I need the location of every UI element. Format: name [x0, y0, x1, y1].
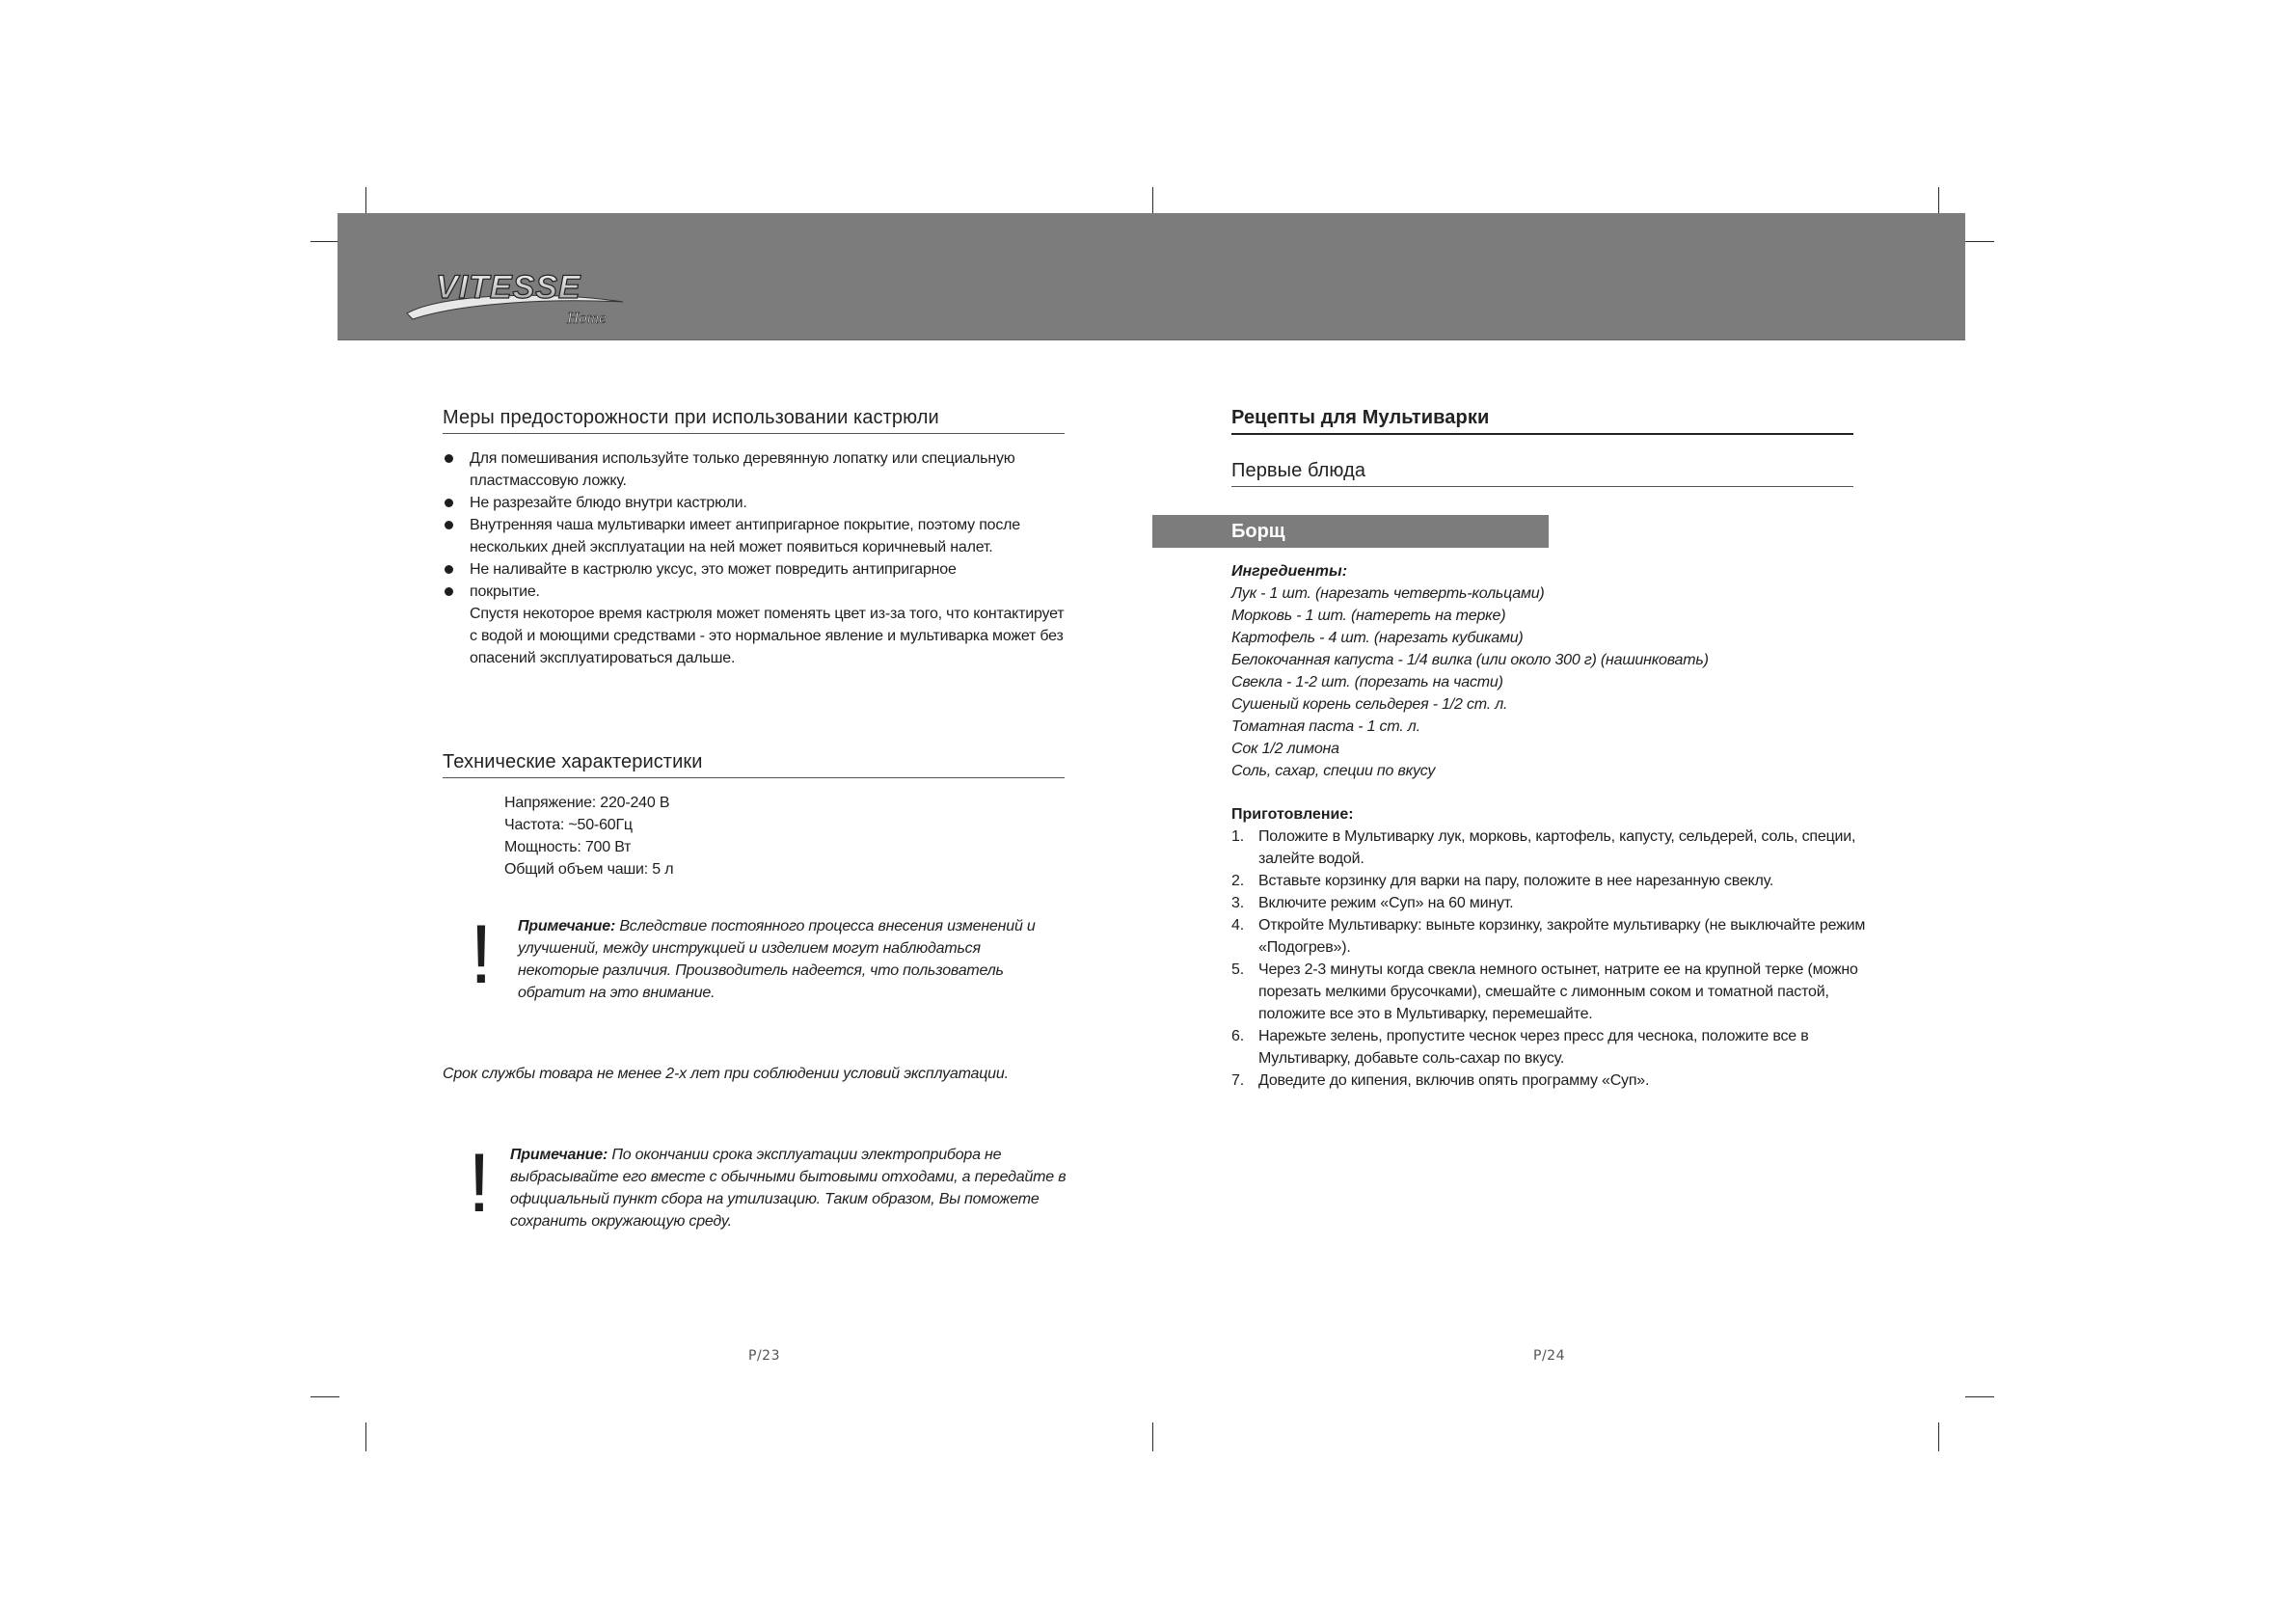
- precautions-heading: Меры предосторожности при использовании кастрюли: [443, 405, 1065, 434]
- exclamation-icon: !: [468, 1137, 491, 1230]
- bullet-icon: [445, 454, 453, 463]
- list-item: Свекла - 1-2 шт. (порезать на части): [1231, 674, 1503, 690]
- list-item: 4. Откройте Мультиварку: выньте корзинку, закройте мультиварку (не выключайте режим «Подогрев»).: [1231, 917, 1866, 956]
- bullet-icon: [445, 521, 453, 529]
- specs-list: [504, 792, 1065, 880]
- exclamation-icon: !: [470, 908, 493, 1001]
- list-item: 2. Вставьте корзинку для варки на пару, положите в нее нарезанную свеклу.: [1231, 873, 1774, 889]
- crop-mark: [1965, 241, 1994, 242]
- service-life: Срок службы товара не менее 2-х лет при соблюдении условий эксплуатации.: [443, 1066, 1009, 1082]
- spec-frequency: Частота: ~50-60Гц: [504, 817, 633, 833]
- page-number-left: P/23: [748, 1348, 780, 1364]
- note-label: Примечание:: [518, 918, 616, 934]
- list-item: Белокочанная капуста - 1/4 вилка (или около 300 г) (нашинковать): [1231, 652, 1709, 668]
- svg-text:Home: Home: [567, 309, 607, 327]
- spec-voltage: Напряжение: 220-240 В: [504, 795, 670, 811]
- recipe-body: [1231, 560, 1868, 1092]
- list-item: 7. Доведите до кипения, включив опять программу «Суп».: [1231, 1072, 1650, 1089]
- left-page: [443, 405, 1065, 1232]
- note-disposal: [443, 1137, 1069, 1232]
- crop-mark: [1152, 1422, 1153, 1451]
- note-text: По окончании срока эксплуатации электроприбора не выбрасывайте его вместе с обычными бытовыми отходами, а передайте в официальный пункт сбора на утилизацию. Таким образом, Вы поможете сохранить окружающую среду.: [510, 1147, 1067, 1230]
- list-item: Для помешивания используйте только деревянную лопатку или специальную пластмассовую ложку.: [443, 447, 1065, 492]
- list-item: Томатная паста - 1 ст. л.: [1231, 718, 1420, 735]
- list-item: 5. Через 2-3 минуты когда свекла немного остынет, натрите ее на крупной терке (можно порезать мелкими брусочками), смешайте с лимонным соком и томатной пастой, положите все это в Мультиварку, перемешайте.: [1231, 961, 1858, 1022]
- header-band: [338, 213, 1965, 340]
- recipes-heading: Рецепты для Мультиварки: [1231, 405, 1853, 435]
- list-item: Лук - 1 шт. (нарезать четверть-кольцами): [1231, 585, 1545, 602]
- ingredients-label: Ингредиенты:: [1231, 563, 1348, 580]
- crop-mark: [1938, 1422, 1939, 1451]
- note-label: Примечание:: [510, 1147, 608, 1163]
- crop-mark: [1938, 187, 1939, 216]
- vitesse-logo: [401, 261, 633, 329]
- note-text: Вследствие постоянного процесса внесения изменений и улучшений, между инструкцией и изделием могут наблюдаться некоторые различия. Производитель надеется, что пользователь обратит на это внимание.: [518, 918, 1036, 1001]
- specs-heading: Технические характеристики: [443, 749, 1065, 778]
- dish-title-banner: Борщ: [1152, 515, 1549, 548]
- first-courses-heading: Первые блюда: [1231, 458, 1853, 487]
- list-item: 6. Нарежьте зелень, пропустите чеснок через пресс для чеснока, положите все в Мультиварку, добавьте соль-сахар по вкусу.: [1231, 1028, 1809, 1067]
- list-item: Соль, сахар, специи по вкусу: [1231, 763, 1436, 779]
- page-number-right: P/24: [1533, 1348, 1565, 1364]
- crop-mark: [1152, 187, 1153, 216]
- list-item: 3. Включите режим «Суп» на 60 минут.: [1231, 895, 1514, 911]
- crop-mark: [311, 1396, 339, 1397]
- preparation-label: Приготовление:: [1231, 806, 1354, 823]
- list-item: Внутренняя чаша мультиварки имеет антипригарное покрытие, поэтому после нескольких дней эксплуатации на ней может появиться коричневый налет.: [443, 514, 1065, 558]
- list-item: покрытие.: [443, 581, 1065, 603]
- list-item: Сушеный корень сельдерея - 1/2 ст. л.: [1231, 696, 1508, 713]
- ingredients-list: [1231, 582, 1868, 782]
- bullet-icon: [445, 499, 453, 507]
- list-item: Сок 1/2 лимона: [1231, 741, 1339, 757]
- list-item: 1. Положите в Мультиварку лук, морковь, картофель, капусту, сельдерей, соль, специи, залейте водой.: [1231, 828, 1856, 867]
- list-item: Не разрезайте блюдо внутри кастрюли.: [443, 492, 1065, 514]
- preparation-steps: [1231, 826, 1868, 1092]
- crop-mark: [365, 1422, 366, 1451]
- note-changes: [443, 908, 1058, 1004]
- precautions-continuation: Спустя некоторое время кастрюля может поменять цвет из-за того, что контактирует с водой и моющими средствами - это нормальное явление и мультиварка может без опасений эксплуатироваться дальше.: [470, 606, 1065, 666]
- crop-mark: [1965, 1396, 1994, 1397]
- bullet-icon: [445, 565, 453, 574]
- list-item: Картофель - 4 шт. (нарезать кубиками): [1231, 630, 1524, 646]
- spec-volume: Общий объем чаши: 5 л: [504, 861, 674, 878]
- right-page: [1231, 405, 1853, 487]
- spec-power: Мощность: 700 Вт: [504, 839, 632, 855]
- list-item: Не наливайте в кастрюлю уксус, это может повредить антипригарное: [443, 558, 1065, 581]
- crop-mark: [311, 241, 339, 242]
- crop-mark: [365, 187, 366, 216]
- list-item: Морковь - 1 шт. (натереть на терке): [1231, 608, 1506, 624]
- precautions-list: [443, 447, 1065, 603]
- bullet-icon: [445, 587, 453, 596]
- svg-text:VITESSE: VITESSE: [436, 269, 581, 306]
